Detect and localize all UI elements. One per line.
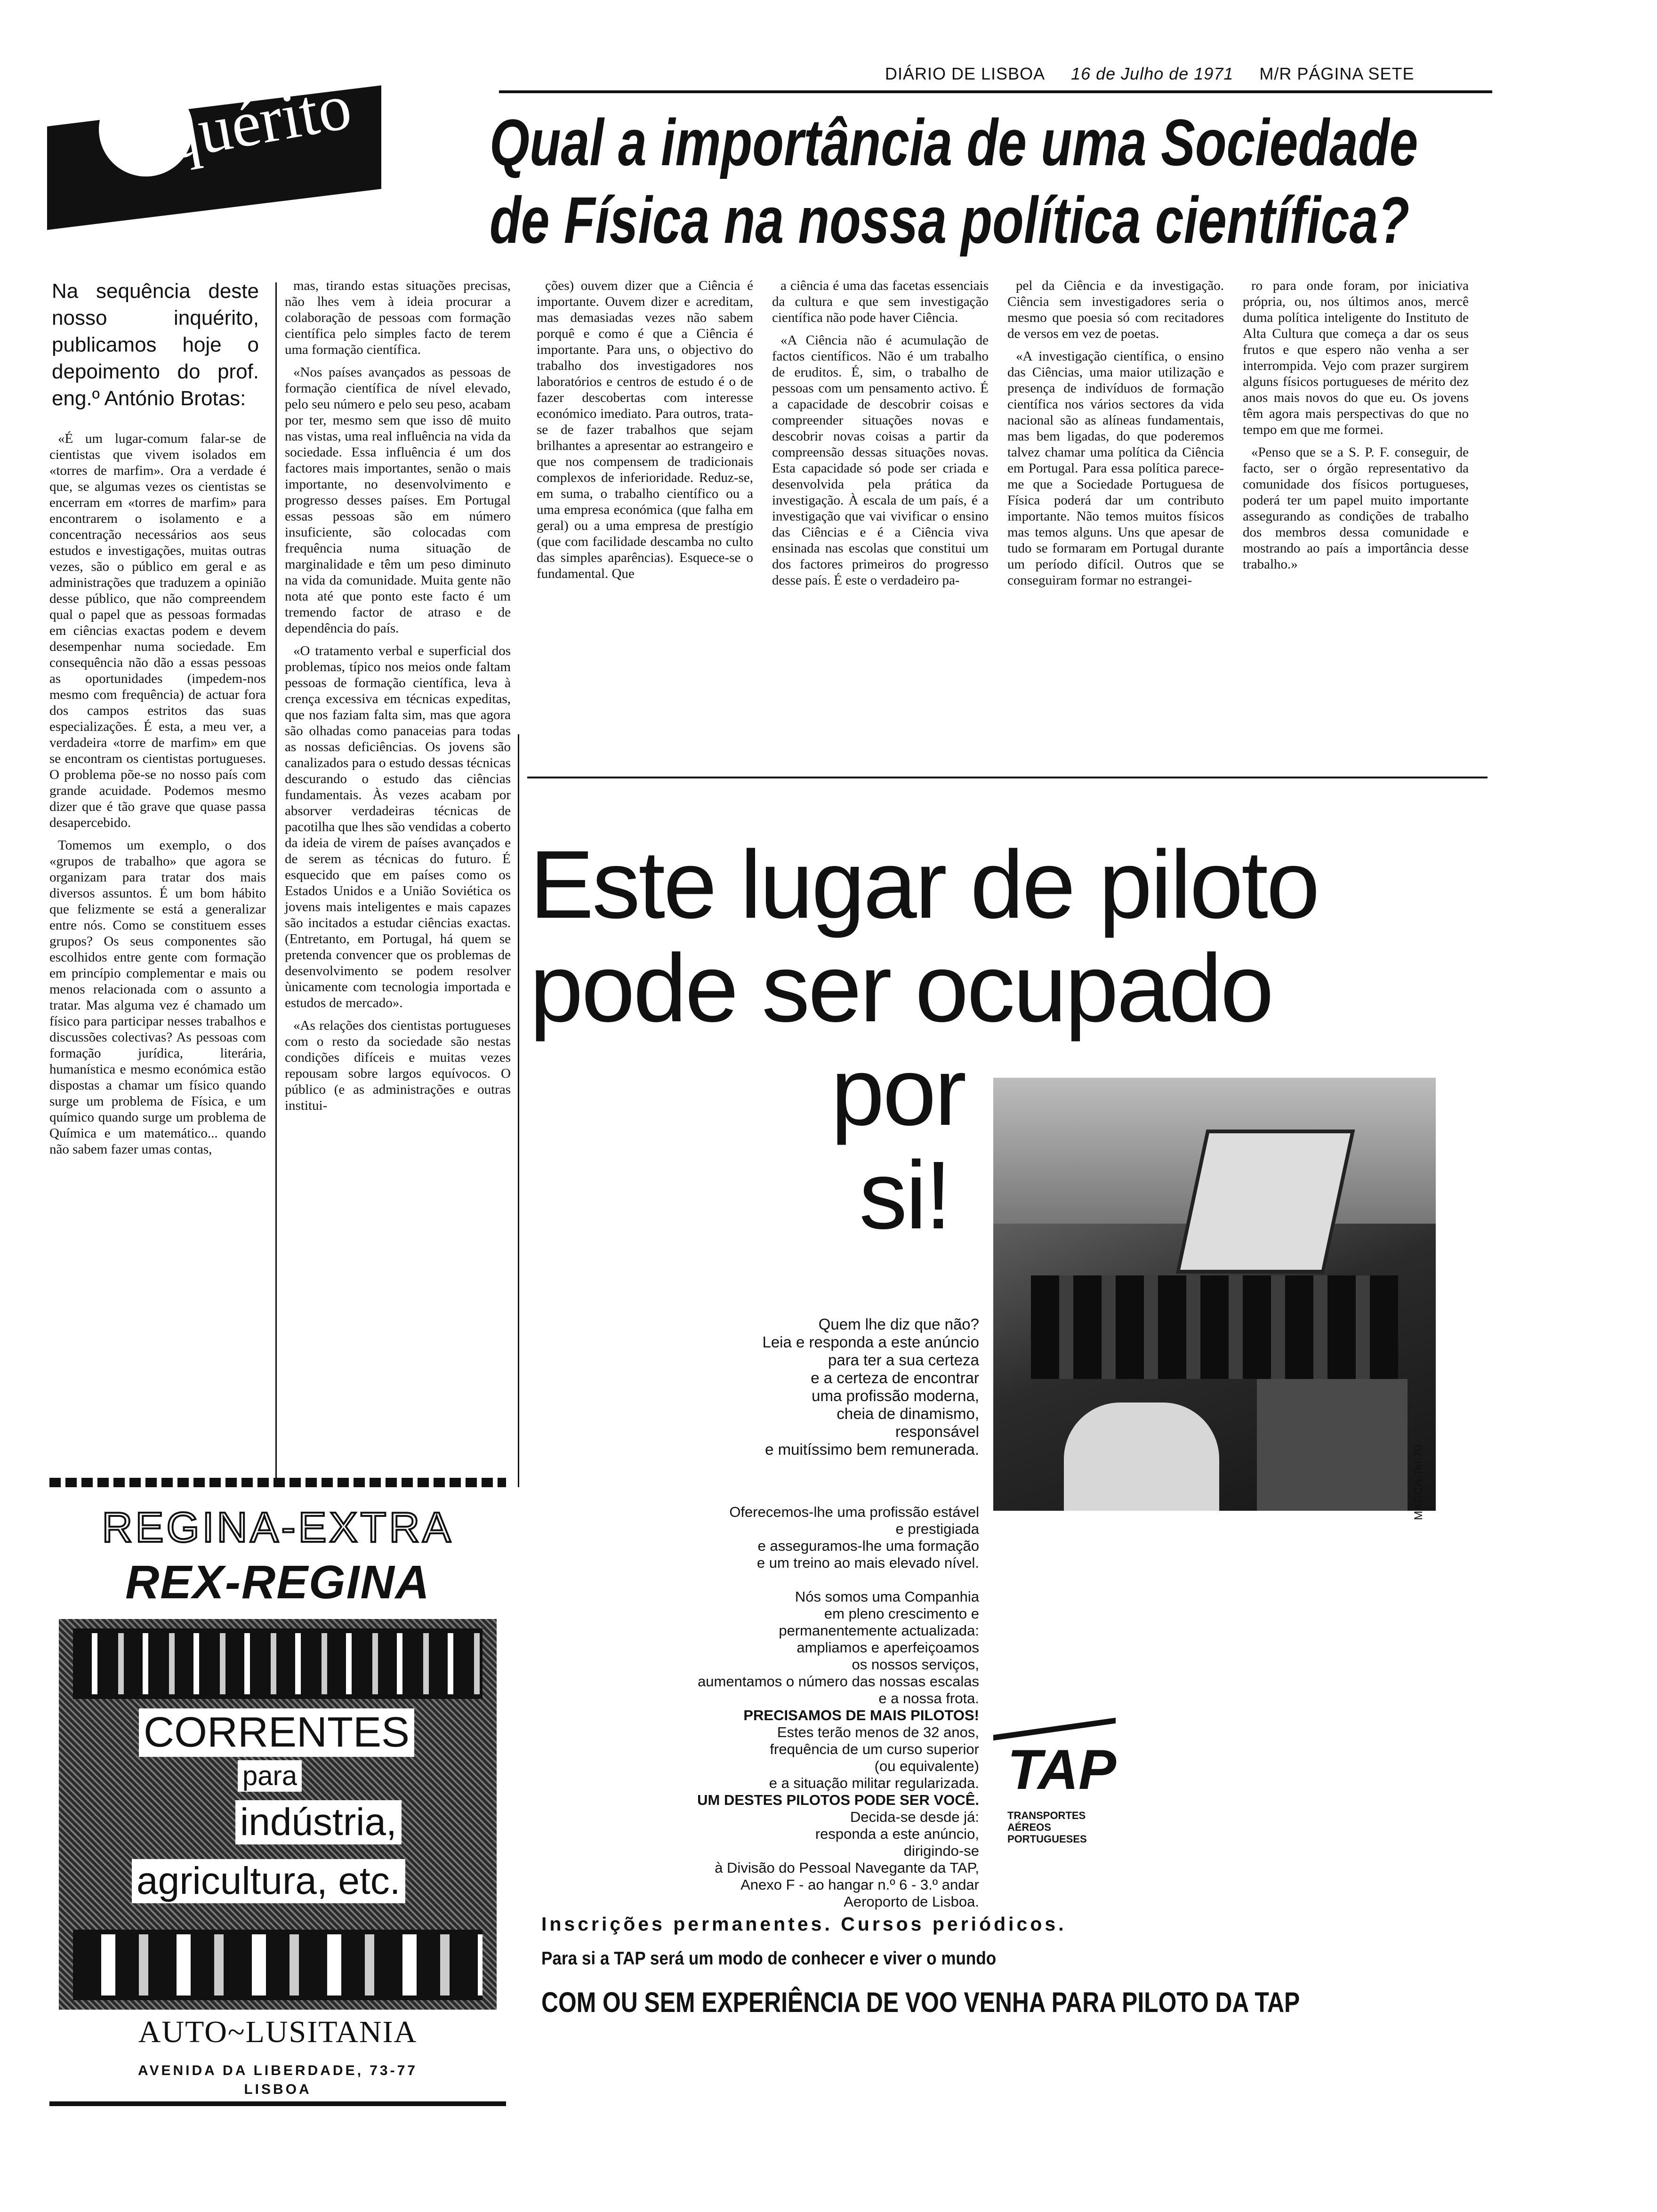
- paragraph: pel da Ciência e da investigação. Ciência sem investigadores seria o mesmo que poesia só com recitadores de versos em vez de poetas.: [1007, 278, 1224, 341]
- issue-date: 16 de Julho de 1971: [1071, 64, 1234, 83]
- body-line: Estes terão menos de 32 anos,: [777, 1724, 979, 1740]
- company-name: AUTO~LUSITANIA: [138, 2015, 418, 2049]
- body-line: aumentamos o número das nossas escalas: [698, 1673, 979, 1690]
- body-line: ampliamos e aperfeiçoamos: [796, 1639, 979, 1656]
- tap-logo: TAP: [1007, 1738, 1117, 1801]
- body-line: e prestigiada: [895, 1521, 979, 1537]
- body-line: para ter a sua certeza: [828, 1351, 979, 1369]
- body-line: Oferecemos-lhe uma profissão estável: [729, 1504, 979, 1520]
- agency-credit: MARCA-Tel-70: [1412, 1444, 1425, 1520]
- tap-ad-body-1: [650, 1315, 979, 1459]
- masthead: [885, 57, 1497, 90]
- ad-line-para: para: [238, 1760, 302, 1792]
- top-rule: [499, 90, 1492, 93]
- ad-bottom-rule: [49, 2101, 506, 2106]
- address-line: AVENIDA DA LIBERDADE, 73-77: [138, 2063, 418, 2078]
- body-line: Nós somos uma Companhia: [795, 1588, 979, 1605]
- body-line: à Divisão do Pessoal Navegante da TAP,: [715, 1859, 979, 1876]
- body-line: e a certeza de encontrar: [811, 1369, 979, 1387]
- page-label: M/R PÁGINA SETE: [1259, 64, 1415, 83]
- body-line: uma profissão moderna,: [812, 1387, 979, 1404]
- body-line: responsável: [895, 1423, 979, 1440]
- chain-icon: [73, 1628, 483, 1699]
- spacer: [555, 1571, 979, 1588]
- body-line: e a nossa frota.: [878, 1690, 979, 1707]
- headline-line-1: Qual a importância de uma Sociedade: [490, 105, 1418, 179]
- section-logo-text: inquérito: [109, 69, 357, 183]
- paragraph: ções) ouvem dizer que a Ciência é importante. Ouvem dizer e acreditam, mas demasiadas vezes não sabem porquê e como é que a Ciência é importante. Para uns, o objectivo do trabalho dos investigadores nos laboratórios e centros de estudo é o de fazer descobertas com interesse económico imediato. Para outros, trata-se de fazer trabalhos que sejam brilhantes a apresentar ao estrangeiro e que nos compensem de tradicionais complexos de inferioridade. Reduz-se, em suma, o trabalho científico ou a uma empresa económica (que falha em geral) ou a uma empresa de prestígio (que com facilidade descamba no culto das simples aparências). Esquece-se o fundamental. Que: [537, 278, 753, 581]
- body-line: Quem lhe diz que não?: [818, 1315, 979, 1333]
- article-column-2: [285, 278, 511, 1120]
- tap-inscriptions: Inscrições permanentes. Cursos periódicos.: [541, 1913, 1067, 1935]
- paragraph: «O tratamento verbal e superficial dos problemas, típico nos meios onde faltam pessoas de formação científica, leva à crença excessiva em técnicas expeditas, que nos faziam falta sim, mas que agora são olhadas como panaceias para todas as nossas deficiências. Os jovens são canalizados para o estudo dessas técnicas descurando o estudo das ciências fundamentais. Às vezes acabam por absorver verdadeiras técnicas de pacotilha que lhes são vendidas a coberto da ideia de virem de países avançados e de serem as técnicas do futuro. É esquecido que em países como os Estados Unidos e a União Soviética os jovens mais inteligentes e mais capazes são incitados a estudar ciências exactas. (Entretanto, em Portugal, há quem se pretenda convencer que os problemas de desenvolvimento se podem resolver ùnicamente com tecnologia importada e estudos de mercado».: [285, 643, 511, 1010]
- tap-sub-line: TRANSPORTES: [1007, 1810, 1086, 1821]
- article-column-6: [1243, 278, 1469, 579]
- chain-graphic: [59, 1619, 497, 2010]
- ad-top-rule: [527, 777, 1488, 778]
- paragraph: ro para onde foram, por iniciativa própria, ou, nos últimos anos, mercê duma política inteligente do Instituto de Alta Cultura que começa a dar os seus frutos e que espero não venha a ser interrompida. Vejo com prazer surgirem alguns físicos portugueses de mérito dez anos mais novos do que eu. Os jovens têm agora mais perspectivas do que no tempo em que me formei.: [1243, 278, 1469, 437]
- tap-ad-body-2: [555, 1504, 979, 1910]
- chain-advertisement: [49, 1478, 506, 2108]
- paragraph: «A investigação científica, o ensino das Ciências, uma maior utilização e presença de indivíduos de formação científica nos vários sectores da vida nacional são as alíneas fundamentais, mas bem ligadas, do que poderemos talvez chamar uma política da Ciência em Portugal. Para essa política parece-me que a Sociedade Portuguesa de Física poderá dar um contributo importante. Não temos muitos físicos mas temos alguns. Uns que apesar de tudo se formaram em Portugal durante um período difícil. Outros que se conseguiram formar no estrangei-: [1007, 349, 1224, 588]
- body-line: frequência de um curso superior: [770, 1741, 979, 1757]
- paragraph: «Nos países avançados as pessoas de formação científica de nível elevado, pelo seu número e pelo seu peso, acabam por ter, mesmo sem que isso dê muito nas vistas, uma real influência na vida da sociedade. Essa influência é um dos factores mais importantes, senão o mais importante, no desenvolvimento e progresso desses países. Em Portugal essas pessoas são em número insuficiente, são colocadas com frequência numa situação de marginalidade e têm um peso diminuto na vida da comunidade. Muita gente não nota até que ponto este facto é um tremendo factor de atraso e de dependência do país.: [285, 365, 511, 636]
- body-line: e asseguramos-lhe uma formação: [757, 1538, 979, 1554]
- article-column-3: [537, 278, 753, 588]
- body-line: Leia e responda a este anúncio: [762, 1333, 979, 1351]
- paragraph: «É um lugar-comum falar-se de cientistas que vivem isolados em «torres de marfim». Ora a verdade é que, se algumas vezes os cientistas se encerram em «torres de marfim» para encontrarem o isolamento e a concentração necessários aos seus estudos e investigações, muitas outras vezes, são o público em geral e as administrações que traduzem a opinião desse público, que não compreendem qual o papel que as pessoas formadas em ciências exactas podem e devem desempenhar numa sociedade. Em consequência não dão a essas pessoas as oportunidades (impedem-nos mesmo com frequência) de actuar fora dos campos estritos das suas especializações. É esta, a meu ver, a verdadeira «torre de marfim» em que se encontram os cientistas portugueses. O problema põe-se no nosso país com grande acuidade. Podemos mesmo dizer que é tão grave que quase passa desapercebido.: [49, 431, 266, 830]
- tap-headline-line: Este lugar de piloto: [530, 831, 1319, 938]
- tap-tagline: Para si a TAP será um modo de conhecer e viver o mundo: [541, 1948, 997, 1969]
- tap-sub-line: PORTUGUESES: [1007, 1833, 1087, 1845]
- paragraph: «A Ciência não é acumulação de factos científicos. Não é um trabalho de eruditos. É, sim, o trabalho de pessoas com um pensamento activo. É a capacidade de descobrir coisas e compreender situações novas e descobrir novas coisas a partir da compreensão dessas situações novas. Esta capacidade só pode ser criada e desenvolvida pela prática da investigação. À escala de um país, é a investigação que vai vivificar o ensino das Ciências e é a Ciência viva ensinada nas escolas que constitui um dos factores primeiros do progresso desse país. É este o verdadeiro pa-: [772, 333, 989, 588]
- body-line: Aeroporto de Lisboa.: [844, 1893, 979, 1910]
- article-column-5: [1007, 278, 1224, 595]
- tap-sub-line: AÉREOS: [1007, 1821, 1051, 1833]
- article-headline: [490, 104, 1418, 259]
- paragraph: Tomemos um exemplo, o dos «grupos de trabalho» que agora se organizam para tratar dos mais diversos assuntos. É um bom hábito que felizmente se está a generalizar entre nós. Como se constituem esses grupos? Os seus componentes são escolhidos entre gente com formação em princípio complementar e mais ou menos relacionada com o assunto a tratar. Mas alguma vez é chamado um físico para participar nesses trabalhos e discussões colectivas? As pessoas com formação jurídica, literária, humanística e mesmo económica estão dispostas a chamar um físico quando surge um problema de Física, e um químico quando surge um problema de Química e um matemático... quando não sabem fazer umas contas,: [49, 838, 266, 1157]
- address-line: LISBOA: [244, 2082, 312, 2097]
- article-intro: Na sequência deste nosso inquérito, publicamos hoje o depoimento do prof. eng.º António Brotas:: [52, 280, 259, 410]
- paragraph: «Penso que se a S. P. F. conseguir, de facto, ser o órgão representativo da comunidade dos físicos portugueses, poderá ter um papel muito importante assegurando as condições de trabalho dos membros dessa comunidade e mostrando ao país a importância desse trabalho.»: [1243, 445, 1469, 572]
- ad-dotted-border: [49, 1478, 506, 1487]
- article-column-1: [49, 431, 266, 1164]
- body-line: e muitíssimo bem remunerada.: [765, 1441, 979, 1458]
- column-divider: [275, 282, 277, 1487]
- body-line: (ou equivalente): [874, 1758, 979, 1774]
- body-line: Decida-se desde já:: [850, 1809, 979, 1825]
- chain-icon: [73, 1930, 483, 2000]
- ad-line-agricultura: agricultura, etc.: [132, 1859, 405, 1903]
- body-line-emphasis: UM DESTES PILOTOS PODE SER VOCÊ.: [697, 1792, 979, 1808]
- paragraph: «As relações dos cientistas portugueses com o resto da sociedade são nestas condições difíceis e muitas vezes repousam sobre largos equívocos. O público (e as administrações e outras institui-: [285, 1018, 511, 1113]
- article-column-4: [772, 278, 989, 595]
- brand-rex-regina: REX-REGINA: [125, 1556, 430, 1609]
- body-line: responda a este anúncio,: [815, 1826, 979, 1842]
- tap-closing-line: COM OU SEM EXPERIÊNCIA DE VOO VENHA PARA PILOTO DA TAP: [541, 1987, 1300, 2018]
- tap-logo-subtitle: [1007, 1810, 1087, 1845]
- body-line: e um treino ao mais elevado nível.: [756, 1555, 979, 1571]
- paper-name: DIÁRIO DE LISBOA: [885, 64, 1046, 83]
- brand-regina-extra: REGINA-EXTRA: [102, 1504, 454, 1551]
- tap-headline-line: si!: [859, 1141, 950, 1249]
- body-line-emphasis: PRECISAMOS DE MAIS PILOTOS!: [743, 1707, 979, 1723]
- paragraph: mas, tirando estas situações precisas, não lhes vem à ideia procurar a colaboração de pessoas com formação científica pelo simples facto de terem uma formação científica.: [285, 278, 511, 357]
- tap-headline-line: por: [831, 1038, 965, 1146]
- body-line: dirigindo-se: [903, 1843, 979, 1859]
- column-divider: [518, 734, 519, 1487]
- paragraph: a ciência é uma das facetas essenciais da cultura e que sem investigação científica não pode haver Ciência.: [772, 278, 989, 325]
- ad-line-correntes: CORRENTES: [139, 1708, 414, 1757]
- body-line: Anexo F - ao hangar n.º 6 - 3.º andar: [740, 1876, 979, 1893]
- cockpit-photo: [993, 1078, 1436, 1511]
- company-address: [49, 2061, 506, 2099]
- body-line: os nossos serviços,: [852, 1656, 979, 1673]
- body-line: em pleno crescimento e: [824, 1605, 979, 1622]
- ad-line-industria: indústria,: [235, 1800, 402, 1844]
- body-line: e a situação militar regularizada.: [769, 1775, 979, 1791]
- body-line: cheia de dinamismo,: [837, 1405, 979, 1422]
- tap-headline-line: pode ser ocupado: [530, 934, 1272, 1042]
- headline-line-2: de Física na nossa política científica?: [490, 183, 1410, 257]
- body-line: permanentemente actualizada:: [779, 1622, 979, 1639]
